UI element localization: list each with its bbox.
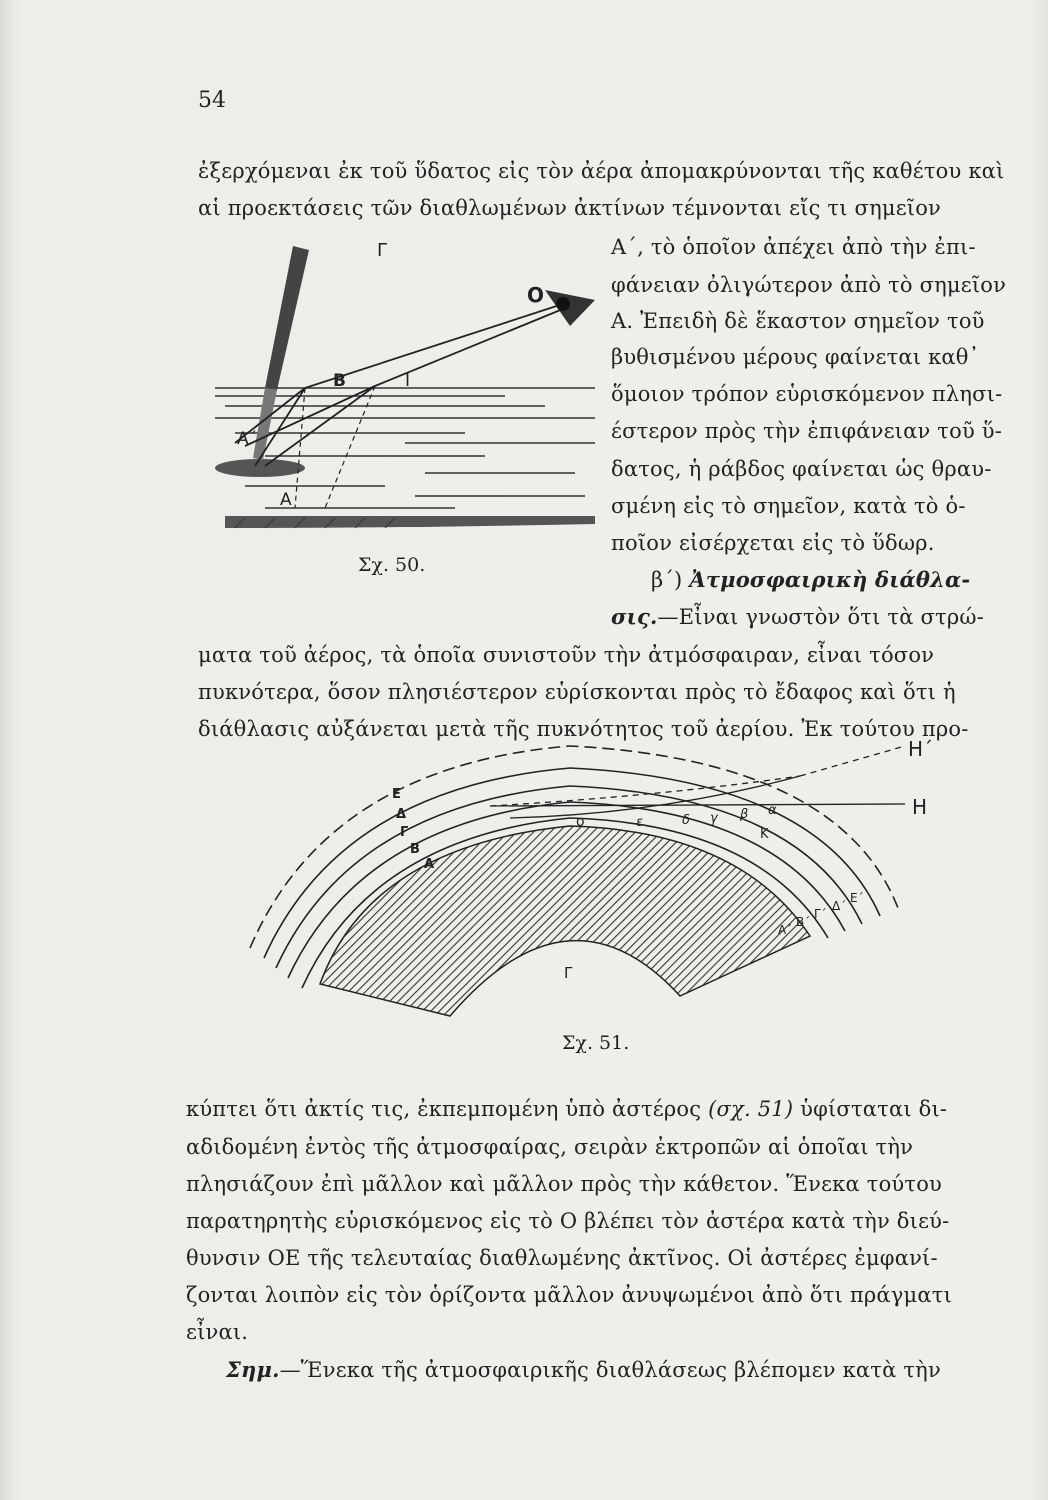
page-number: 54 bbox=[198, 88, 226, 113]
fig51-label: Β bbox=[410, 842, 420, 857]
fig51-label: Ε bbox=[392, 787, 401, 802]
text-line: εἶναι. bbox=[186, 1320, 249, 1344]
fig51-label: Δ΄ bbox=[832, 899, 847, 913]
note-text: —Ἕνεκα τῆς ἀτμοσφαιρικῆς διαθλάσεως βλέπομεν κατὰ τὴν bbox=[279, 1358, 941, 1382]
figure-50-caption: Σχ. 50. bbox=[358, 554, 426, 576]
section-rest: —Εἶναι γνωστὸν ὅτι τὰ στρώ- bbox=[657, 605, 985, 629]
fig51-label: Α bbox=[424, 857, 435, 872]
text-line: ποῖον εἰσέρχεται εἰς τὸ ὕδωρ. bbox=[611, 531, 935, 555]
text-line: Α. Ἐπειδὴ δὲ ἕκαστον σημεῖον τοῦ bbox=[611, 309, 985, 333]
section-title-end: σις. bbox=[611, 604, 658, 629]
fig51-label: Α΄ bbox=[778, 923, 793, 937]
fig51-label: Η΄ bbox=[908, 737, 934, 761]
text-segment: ὑφίσταται δι- bbox=[800, 1097, 948, 1121]
text-line bbox=[611, 604, 984, 630]
fig51-label: Γ bbox=[400, 825, 409, 840]
text-line: πυκνότερα, ὅσον πλησιέστερον εὑρίσκονται πρὸς τὸ ἔδαφος καὶ ὅτι ἡ bbox=[198, 680, 956, 704]
fig51-label: β bbox=[740, 807, 749, 822]
text-line: έστερον πρὸς τὴν ἐπιφάνειαν τοῦ ὕ- bbox=[611, 419, 1003, 443]
text-line: διάθλασις αὐξάνεται μετὰ τῆς πυκνότητος τοῦ ἀερίου. Ἐκ τούτου προ- bbox=[198, 717, 969, 741]
text-line: αἱ προεκτάσεις τῶν διαθλωμένων ἀκτίνων τέμνονται εἴς τι σημεῖον bbox=[198, 196, 942, 220]
section-prefix: β΄) bbox=[651, 568, 683, 592]
fig50-label: Γ bbox=[377, 240, 388, 261]
text-line: ὅμοιον τρόπον εὑρισκόμενον πλησι- bbox=[611, 382, 1003, 406]
text-segment: κύπτει ὅτι ἀκτίς τις, ἐκπεμπομένη ὑπὸ ἀστέρος bbox=[186, 1097, 702, 1121]
text-line: πλησιάζουν ἐπὶ μᾶλλον καὶ μᾶλλον πρὸς τὴν κάθετον. Ἕνεκα τούτου bbox=[186, 1172, 943, 1196]
text-line: βυθισμένου μέρους φαίνεται καθ᾿ bbox=[611, 345, 980, 369]
fig51-label: ε bbox=[636, 815, 644, 830]
fig51-label: Γ΄ bbox=[814, 907, 827, 921]
text-line: σμένη εἰς τὸ σημεῖον, κατὰ τὸ ὁ- bbox=[611, 494, 966, 518]
section-heading bbox=[651, 567, 970, 593]
text-line: Α΄, τὸ ὁποῖον ἀπέχει ἀπὸ τὴν ἐπι- bbox=[611, 235, 976, 259]
fig50-label: Ο bbox=[527, 283, 545, 307]
text-line: δατος, ἡ ράβδος φαίνεται ὡς θραυ- bbox=[611, 457, 992, 481]
fig50-label: Α΄ bbox=[237, 429, 258, 449]
text-line: ζονται λοιπὸν εἰς τὸν ὁρίζοντα μᾶλλον ἀνυψωμένοι ἀπὸ ὅτι πράγματι bbox=[186, 1283, 953, 1307]
fig51-label: ο bbox=[576, 814, 585, 830]
fig51-label: δ bbox=[682, 813, 690, 828]
figure-51 bbox=[240, 726, 960, 1036]
text-line: παρατηρητὴς εὑρισκόμενος εἰς τὸ Ο βλέπει τὸν ἀστέρα κατὰ τὴν διεύ- bbox=[186, 1209, 950, 1233]
text-line: φάνειαν ὀλιγώτερον ἀπὸ τὸ σημεῖον bbox=[611, 273, 1007, 297]
text-line: ἐξερχόμεναι ἐκ τοῦ ὕδατος εἰς τὸν ἀέρα ἀπομακρύνονται τῆς καθέτου καὶ bbox=[198, 159, 1005, 183]
text-line: θυνσιν ΟΕ τῆς τελευταίας διαθλωμένης ἀκτῖνος. Οἱ ἀστέρες ἐμφανί- bbox=[186, 1246, 938, 1270]
fig51-label: α bbox=[768, 803, 777, 818]
fig51-label: Κ bbox=[760, 827, 769, 842]
fig51-label: γ bbox=[710, 811, 718, 826]
figure-50 bbox=[205, 228, 605, 578]
fig50-label: Β bbox=[333, 371, 346, 391]
note-label: Σημ. bbox=[226, 1357, 280, 1382]
fig51-label: Β΄ bbox=[796, 915, 811, 929]
fig50-label: Α bbox=[280, 490, 292, 510]
section-title: Ἀτμοσφαιρικὴ διάθλα- bbox=[689, 567, 971, 592]
fig51-label: Δ bbox=[396, 807, 407, 822]
fig51-label: Ε΄ bbox=[850, 891, 864, 905]
figure-51-caption: Σχ. 51. bbox=[562, 1032, 630, 1054]
text-line bbox=[186, 1096, 947, 1122]
text-line: ματα τοῦ ἀέρος, τὰ ὁποῖα συνιστοῦν τὴν ἀτμόσφαιραν, εἶναι τόσον bbox=[198, 643, 935, 667]
note-line bbox=[226, 1357, 941, 1383]
fig50-label: Ι bbox=[405, 371, 411, 391]
figure-reference: (σχ. 51) bbox=[708, 1097, 794, 1121]
fig51-label: Η bbox=[912, 795, 928, 819]
text-line: αδιδομένη ἐντὸς τῆς ἀτμοσφαίρας, σειρὰν ἐκτροπῶν αἱ ὁποῖαι τὴν bbox=[186, 1135, 914, 1159]
fig51-label: Γ bbox=[564, 964, 573, 982]
